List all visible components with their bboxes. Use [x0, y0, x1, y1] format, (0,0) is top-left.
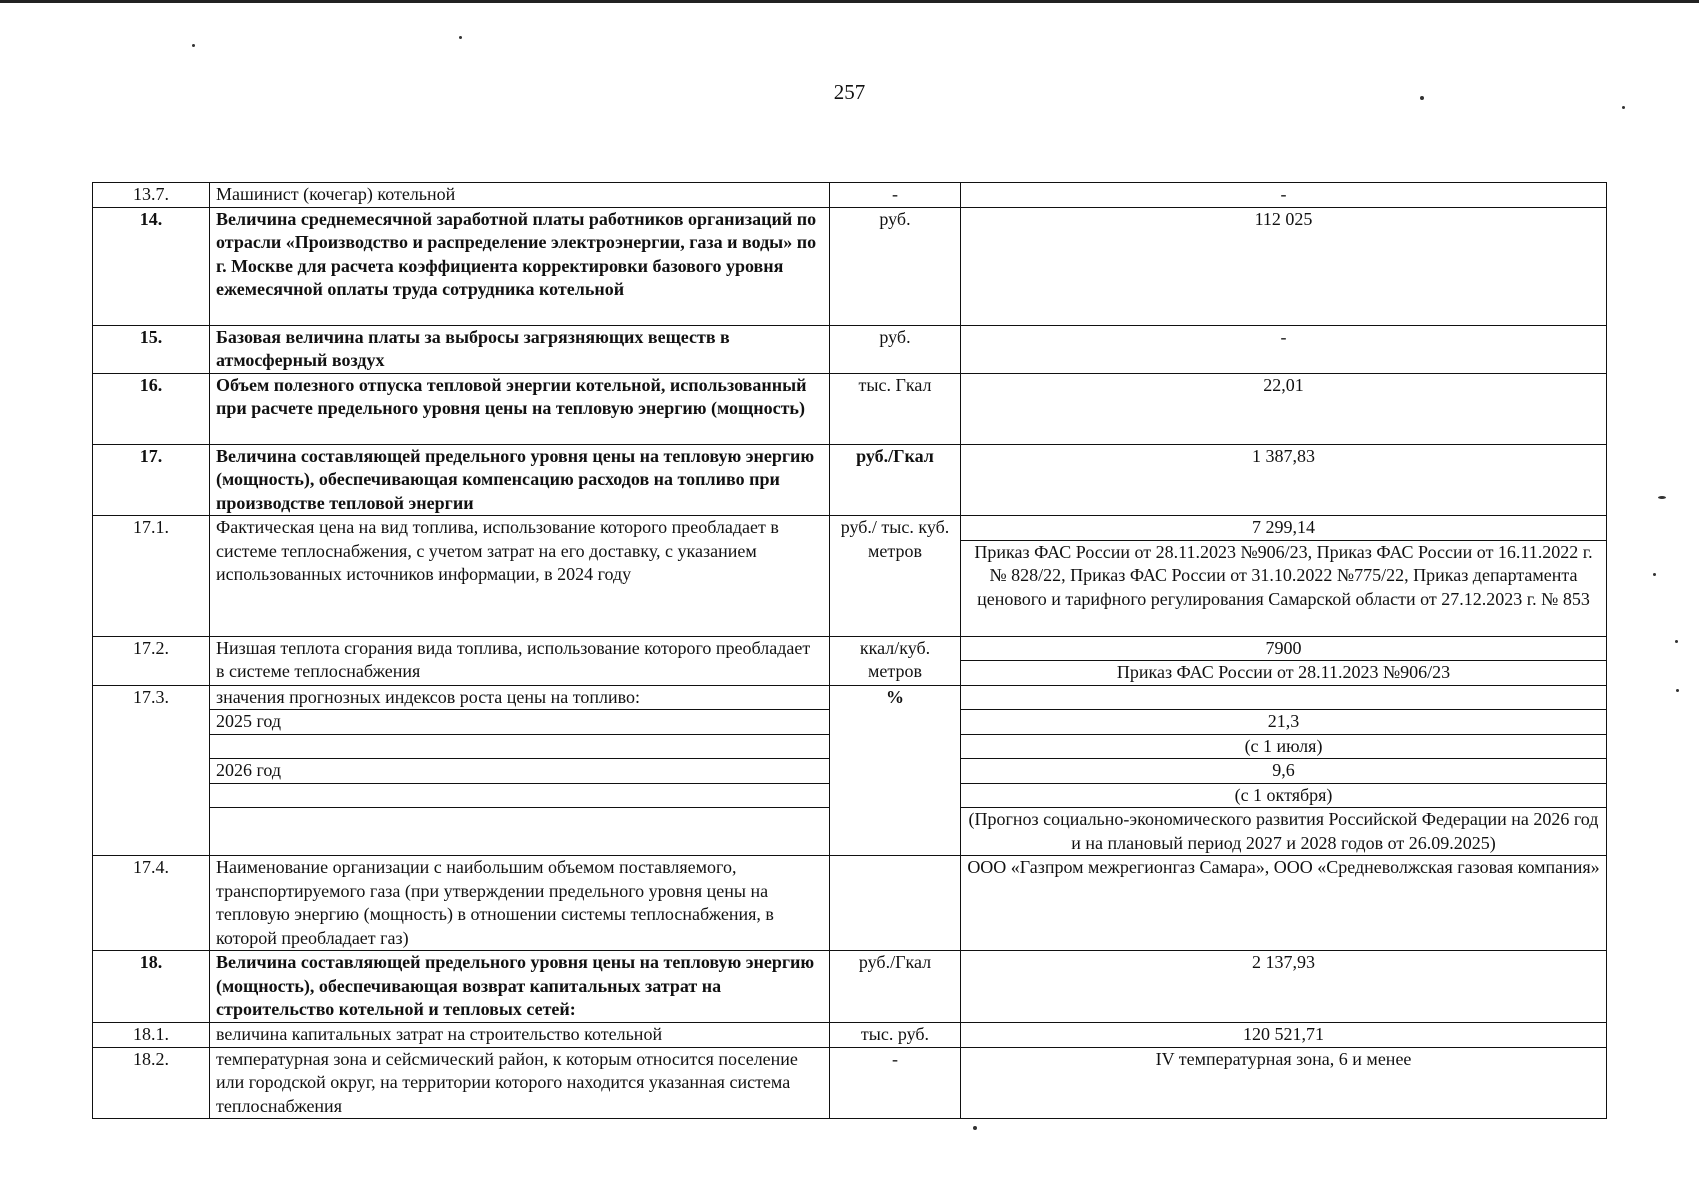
row-value: IV температурная зона, 6 и менее — [961, 1047, 1607, 1119]
row-description — [210, 808, 830, 856]
row-number: 17.4. — [93, 856, 210, 951]
scan-speck — [1658, 496, 1666, 499]
row-description: Величина среднемесячной заработной платы работников организаций по отрасли «Производство и распределение электроэнергии, газа и воды» по г. Москве для расчета коэффициента корректировки базового уровня ежемесячной оплаты труда сотрудника котельной — [210, 207, 830, 325]
table-row — [93, 207, 1607, 325]
row-value: 120 521,71 — [961, 1023, 1607, 1048]
page-number: 257 — [833, 80, 866, 104]
table-row — [93, 1047, 1607, 1119]
row-value: (с 1 июля) — [961, 734, 1607, 759]
scan-speck — [1622, 106, 1625, 109]
table-row — [93, 373, 1607, 444]
row-description: значения прогнозных индексов роста цены на топливо: — [210, 685, 830, 710]
row-source: Приказ ФАС России от 28.11.2023 №906/23, Приказ ФАС России от 16.11.2022 г. № 828/22, Приказ ФАС России от 31.10.2022 №775/22, Приказ департамента ценового и тарифного регулирования Самарской области от 27.12.2023 г. № 853 — [961, 540, 1607, 636]
row-value: ООО «Газпром межрегионгаз Самара», ООО «Средневолжская газовая компания» — [961, 856, 1607, 951]
row-description: Наименование организации с наибольшим объемом поставляемого, транспортируемого газа (при утверждении предельного уровня цены на тепловую энергию (мощность) в отношении системы теплоснабжения, в которой преобладает газ) — [210, 856, 830, 951]
row-value: (Прогноз социально-экономического развития Российской Федерации на 2026 год и на плановый период 2027 и 2028 годов от 26.09.2025) — [961, 808, 1607, 856]
row-description: температурная зона и сейсмический район, к которым относится поселение или городской округ, на территории которого находится указанная система теплоснабжения — [210, 1047, 830, 1119]
row-unit: тыс. руб. — [830, 1023, 961, 1048]
table-row — [93, 856, 1607, 951]
row-description: величина капитальных затрат на строительство котельной — [210, 1023, 830, 1048]
row-unit: - — [830, 183, 961, 208]
row-value: 9,6 — [961, 759, 1607, 784]
row-number: 17.3. — [93, 685, 210, 856]
table-row — [93, 1023, 1607, 1048]
row-value: (с 1 октября) — [961, 783, 1607, 808]
row-value: - — [961, 183, 1607, 208]
row-unit: % — [830, 685, 961, 856]
row-value: 7 299,14 — [961, 516, 1607, 541]
table-row — [93, 325, 1607, 373]
row-unit: руб. — [830, 325, 961, 373]
row-description: Величина составляющей предельного уровня цены на тепловую энергию (мощность), обеспечивающая возврат капитальных затрат на строительство котельной и тепловых сетей: — [210, 951, 830, 1023]
row-number: 18.1. — [93, 1023, 210, 1048]
row-number: 17.2. — [93, 636, 210, 685]
scan-speck — [1675, 640, 1678, 643]
row-value: 7900 — [961, 636, 1607, 661]
scan-speck — [1676, 689, 1679, 692]
table-row — [93, 444, 1607, 516]
table-row — [93, 951, 1607, 1023]
row-description — [210, 734, 830, 759]
row-description: Низшая теплота сгорания вида топлива, использование которого преобладает в системе теплоснабжения — [210, 636, 830, 685]
row-value: 112 025 — [961, 207, 1607, 325]
table-row — [93, 183, 1607, 208]
tariff-parameters-table — [92, 182, 1607, 1119]
row-unit: ккал/куб. метров — [830, 636, 961, 685]
row-unit: руб. — [830, 207, 961, 325]
row-description: Машинист (кочегар) котельной — [210, 183, 830, 208]
table-row — [93, 636, 1607, 661]
row-number: 16. — [93, 373, 210, 444]
row-value — [961, 685, 1607, 710]
row-value: 21,3 — [961, 710, 1607, 735]
scan-speck — [1653, 573, 1656, 576]
table-row — [93, 685, 1607, 710]
row-unit: - — [830, 1047, 961, 1119]
row-description: Базовая величина платы за выбросы загрязняющих веществ в атмосферный воздух — [210, 325, 830, 373]
row-unit: руб./ тыс. куб. метров — [830, 516, 961, 637]
row-unit: руб./Гкал — [830, 951, 961, 1023]
row-number: 17.1. — [93, 516, 210, 637]
row-number: 18. — [93, 951, 210, 1023]
row-number: 14. — [93, 207, 210, 325]
row-description: Величина составляющей предельного уровня цены на тепловую энергию (мощность), обеспечивающая компенсацию расходов на топливо при производстве тепловой энергии — [210, 444, 830, 516]
scan-top-edge — [0, 0, 1699, 3]
row-unit: тыс. Гкал — [830, 373, 961, 444]
row-description: Объем полезного отпуска тепловой энергии котельной, использованный при расчете предельного уровня цены на тепловую энергию (мощность) — [210, 373, 830, 444]
row-unit: руб./Гкал — [830, 444, 961, 516]
row-number: 13.7. — [93, 183, 210, 208]
row-value: 2 137,93 — [961, 951, 1607, 1023]
table-row — [93, 516, 1607, 541]
row-number: 18.2. — [93, 1047, 210, 1119]
scan-speck — [1420, 96, 1424, 100]
row-value: 1 387,83 — [961, 444, 1607, 516]
row-description: Фактическая цена на вид топлива, использование которого преобладает в системе теплоснабжения, с учетом затрат на его доставку, с указанием использованных источников информации, в 2024 году — [210, 516, 830, 637]
scan-speck — [973, 1126, 977, 1130]
row-description: 2025 год — [210, 710, 830, 735]
row-number: 15. — [93, 325, 210, 373]
row-value: - — [961, 325, 1607, 373]
row-unit — [830, 856, 961, 951]
row-number: 17. — [93, 444, 210, 516]
scan-speck — [459, 36, 462, 39]
row-description — [210, 783, 830, 808]
row-source: Приказ ФАС России от 28.11.2023 №906/23 — [961, 661, 1607, 686]
row-value: 22,01 — [961, 373, 1607, 444]
row-description: 2026 год — [210, 759, 830, 784]
scan-speck — [192, 44, 195, 47]
